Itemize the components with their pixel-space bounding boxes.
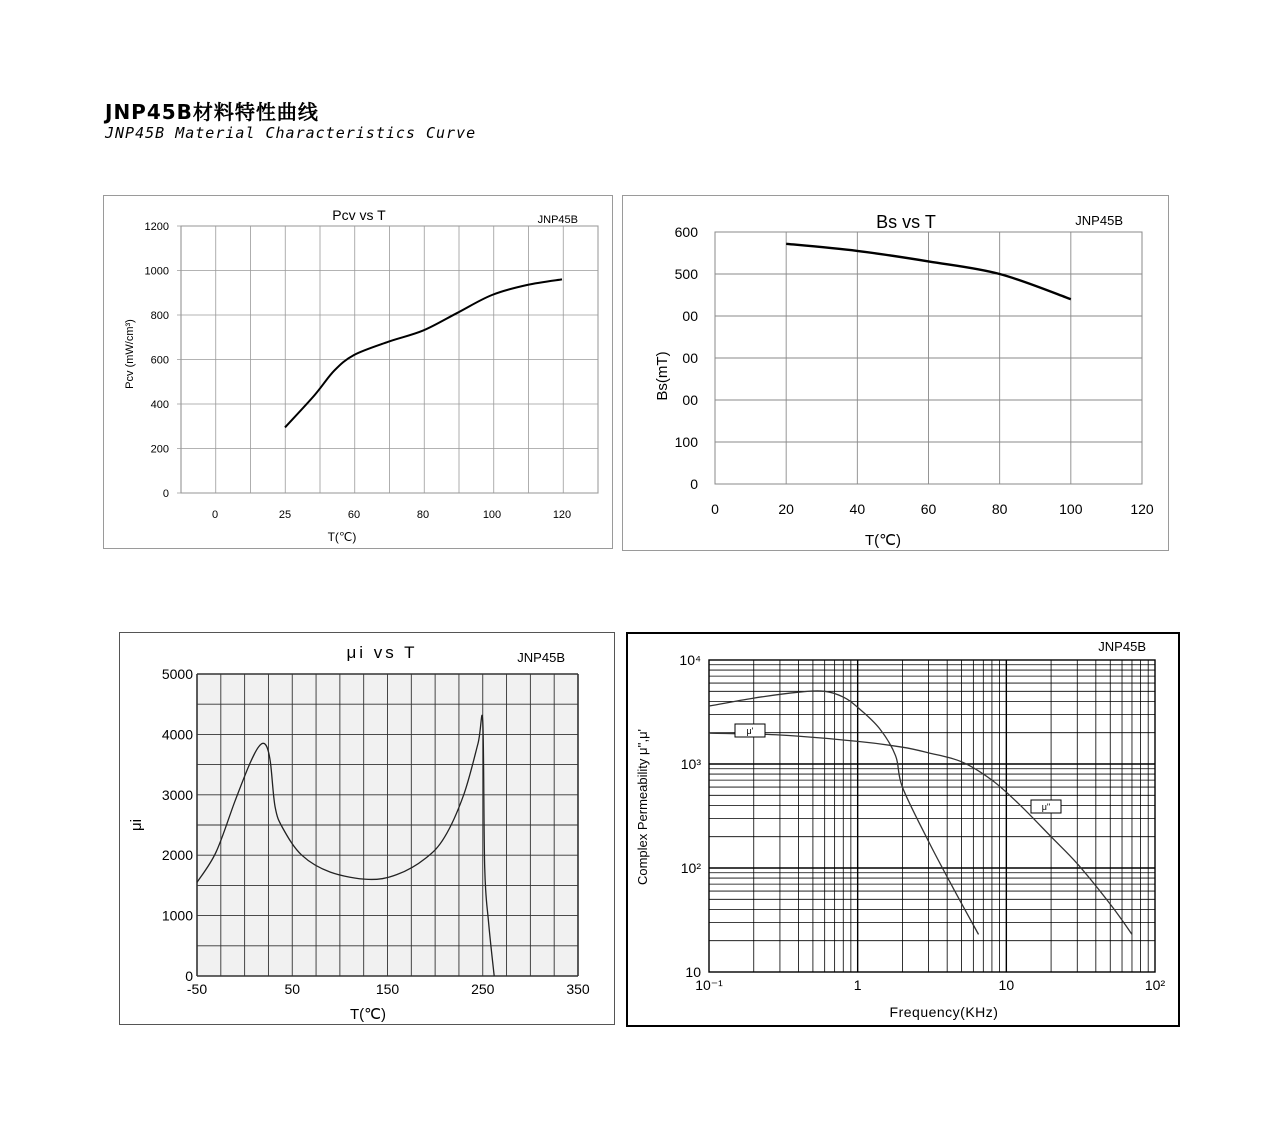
y-tick-label: 600: [674, 224, 698, 240]
chart-title: Bs vs T: [876, 212, 936, 232]
y-tick-label: 1200: [144, 221, 169, 233]
x-tick-label: 40: [849, 501, 866, 517]
x-tick-label: 25: [278, 509, 292, 521]
pcv-chart: [104, 196, 612, 548]
y-tick-label: 10: [685, 964, 701, 980]
chart-title: μi vs T: [346, 643, 418, 662]
x-axis-label: T(℃): [327, 530, 357, 544]
y-tick-label: 00: [682, 350, 698, 366]
x-axis-label: Frequency(KHz): [889, 1004, 999, 1020]
x-tick-label: 100: [482, 509, 502, 521]
x-tick-label: -50: [186, 981, 208, 997]
plot-frame: [709, 660, 1155, 972]
y-tick-label: 3000: [161, 786, 193, 803]
x-tick-label: 20: [778, 501, 794, 517]
x-tick-label: 0: [211, 509, 219, 521]
x-tick-label: 60: [347, 509, 361, 521]
chart-tag: JNP45B: [517, 650, 565, 665]
y-tick-label: 1000: [144, 265, 169, 278]
legend-mu-double-prime: [1031, 800, 1061, 813]
legend-mu-prime: [735, 724, 765, 737]
y-tick-label: 10²: [680, 860, 701, 876]
y-tick-label: 10³: [680, 756, 701, 772]
x-tick-label: 10⁻¹: [695, 977, 723, 993]
bs-chart-panel: [622, 195, 1169, 551]
y-axis-label: Complex Permeability μ'',μ': [635, 728, 650, 886]
y-tick-label: 00: [682, 308, 698, 324]
mui-chart: [120, 633, 614, 1024]
y-tick-label: 100: [674, 434, 698, 450]
chart-tag: JNP45B: [1075, 213, 1123, 228]
legend-mu-prime-label: μ': [746, 726, 754, 736]
permeability-chart: [628, 634, 1178, 1025]
chart-title: Pcv vs T: [332, 207, 386, 223]
x-tick-label: 150: [375, 981, 400, 997]
x-tick-label: 80: [991, 501, 1008, 517]
y-tick-label: 500: [674, 266, 698, 282]
y-tick-label: 1000: [161, 907, 193, 924]
y-axis-label: μi: [128, 819, 145, 831]
y-tick-label: 600: [150, 354, 169, 367]
bs-chart: [623, 196, 1168, 550]
x-axis-label: T(℃): [865, 532, 901, 549]
x-tick-label: 80: [416, 509, 430, 521]
y-tick-label: 5000: [161, 666, 193, 682]
x-tick-label: 0: [711, 501, 719, 517]
x-axis-label: T(℃): [350, 1006, 386, 1023]
x-tick-label: 10: [998, 977, 1015, 993]
y-tick-label: 200: [150, 443, 169, 456]
x-tick-label: 120: [552, 509, 572, 521]
y-tick-label: 0: [185, 968, 193, 984]
y-axis-label: Pcv (mW/cm³): [124, 319, 136, 389]
y-tick-label: 400: [150, 399, 169, 411]
x-tick-label: 1: [853, 977, 862, 993]
y-tick-label: 0: [690, 476, 698, 492]
x-tick-label: 350: [566, 981, 590, 997]
permeability-chart-panel: [626, 632, 1180, 1027]
legend-mu-double-prime-label: μ'': [1041, 802, 1051, 812]
chart-tag: JNP45B: [537, 214, 578, 226]
x-tick-label: 50: [284, 981, 301, 997]
y-tick-label: 0: [162, 488, 169, 500]
pcv-chart-panel: [103, 195, 613, 549]
chart-tag: JNP45B: [1098, 639, 1146, 654]
x-tick-label: 10²: [1144, 977, 1166, 993]
x-tick-label: 250: [471, 981, 495, 997]
x-tick-label: 60: [920, 501, 937, 517]
y-tick-label: 10⁴: [679, 652, 701, 668]
mui-chart-panel: [119, 632, 615, 1025]
y-tick-label: 4000: [161, 726, 193, 743]
page-title: JNP45B材料特性曲线: [105, 100, 319, 124]
y-tick-label: 800: [150, 310, 169, 322]
x-tick-label: 120: [1130, 501, 1154, 517]
x-tick-label: 100: [1059, 501, 1083, 517]
y-tick-label: 2000: [161, 847, 193, 864]
page-subtitle: JNP45B Material Characteristics Curve: [105, 124, 477, 142]
y-axis-label: Bs(mT): [654, 351, 671, 401]
y-tick-label: 00: [682, 392, 698, 408]
